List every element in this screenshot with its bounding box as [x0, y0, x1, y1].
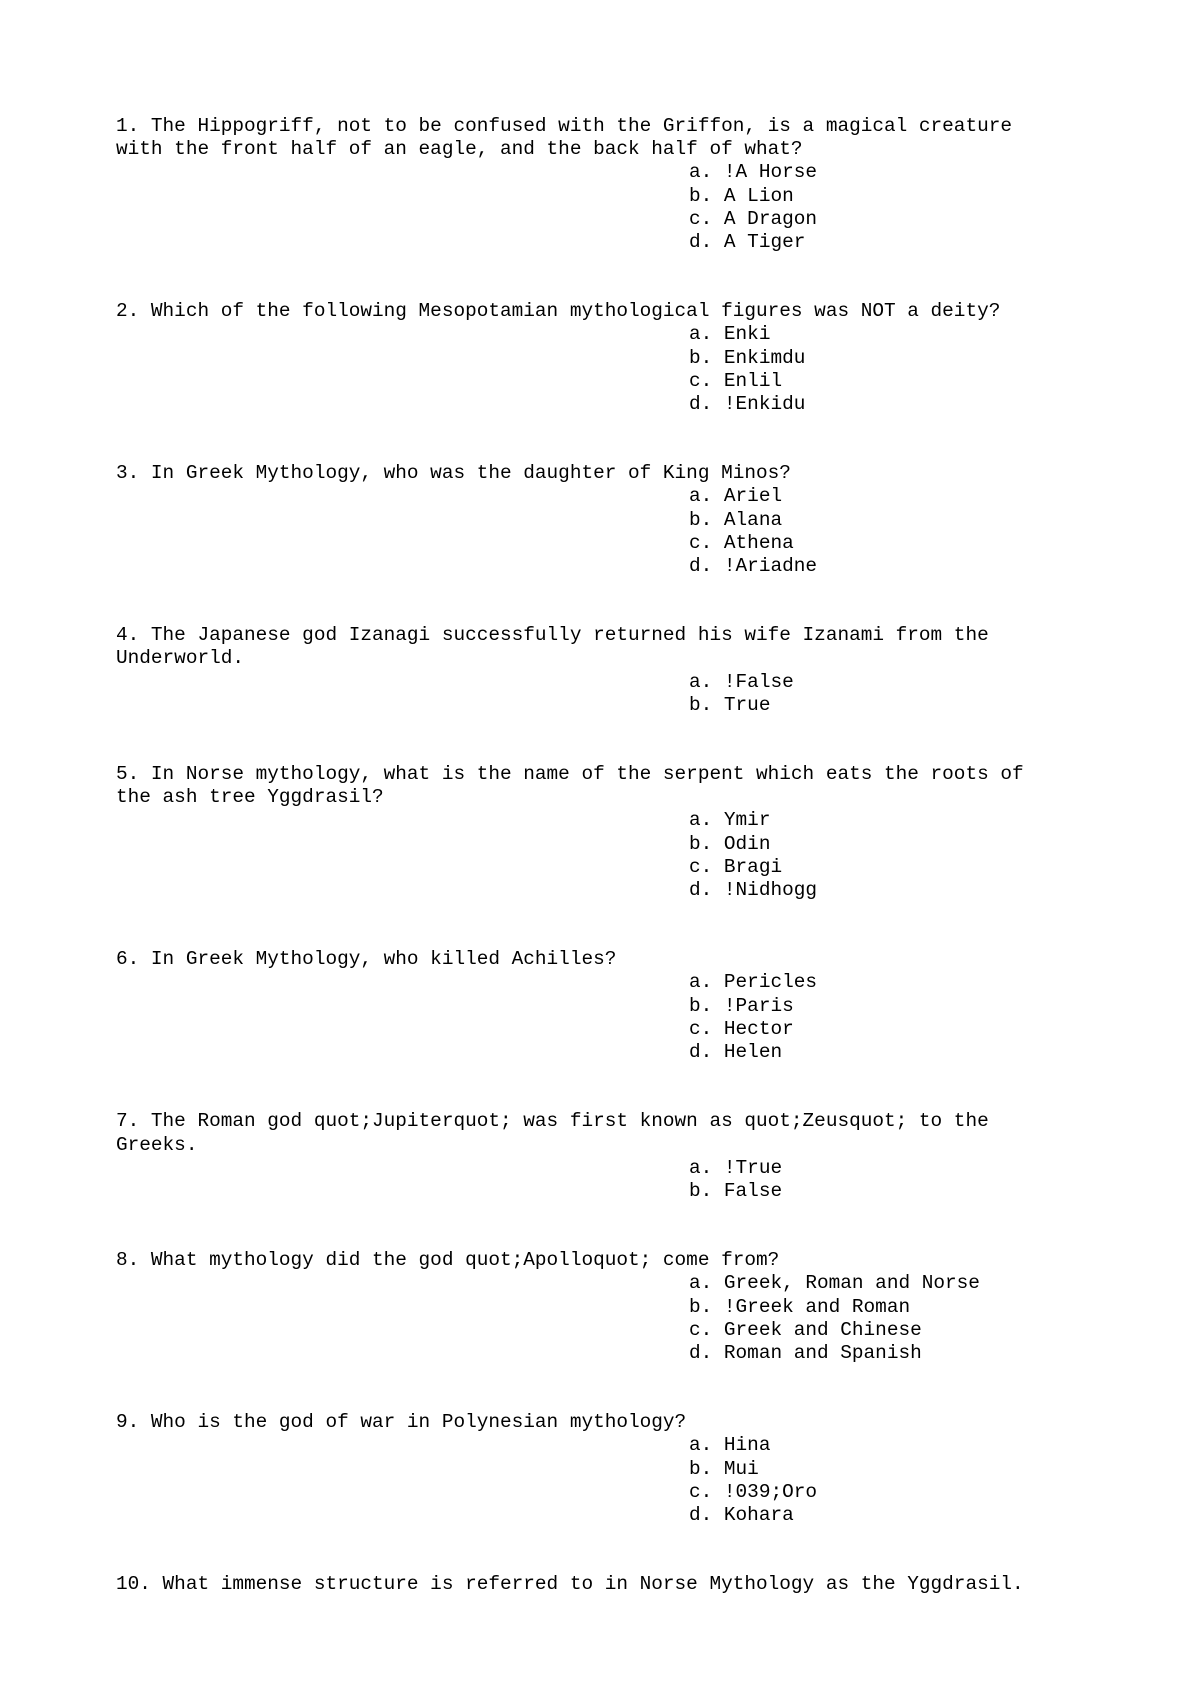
question-text: 10. What immense structure is referred to in Norse Mythology as the Yggdrasil. — [116, 1573, 1024, 1596]
answer-option-d: d. Roman and Spanish — [689, 1341, 922, 1364]
question-7 — [116, 1110, 1116, 1203]
answer-option-b: b. False — [689, 1179, 783, 1202]
question-text: 7. The Roman god quot;Jupiterquot; was first known as quot;Zeusquot; to the Greeks. — [116, 1110, 989, 1156]
question-text: 9. Who is the god of war in Polynesian mythology? — [116, 1411, 687, 1434]
answer-option-b: b. Mui — [689, 1457, 759, 1480]
answer-option-b: b. Enkimdu — [689, 346, 806, 369]
answer-option-a: a. Ariel — [689, 485, 783, 508]
question-4 — [116, 624, 1116, 717]
answer-options — [116, 971, 1116, 1064]
answer-option-c: c. Athena — [689, 531, 794, 554]
answer-option-a: a. Enki — [689, 323, 771, 346]
question-text: 5. In Norse mythology, what is the name of the serpent which eats the roots of the ash tree Yggdrasil? — [116, 763, 1024, 809]
answer-option-a: a. Ymir — [689, 809, 771, 832]
answer-option-c: c. !039;Oro — [689, 1480, 817, 1503]
answer-option-b: b. True — [689, 693, 771, 716]
question-5 — [116, 763, 1116, 902]
answer-option-b: b. Odin — [689, 832, 771, 855]
answer-option-d: d. A Tiger — [689, 231, 806, 254]
question-2 — [116, 300, 1116, 416]
answer-option-d: d. !Enkidu — [689, 393, 806, 416]
question-text: 3. In Greek Mythology, who was the daughter of King Minos? — [116, 462, 791, 485]
question-10 — [116, 1573, 1116, 1596]
answer-option-a: a. !True — [689, 1156, 783, 1179]
question-text: 2. Which of the following Mesopotamian mythological figures was NOT a deity? — [116, 300, 1001, 323]
answer-option-a: a. !A Horse — [689, 161, 817, 184]
answer-option-d: d. Helen — [689, 1041, 783, 1064]
answer-options — [116, 323, 1116, 416]
question-text: 6. In Greek Mythology, who killed Achilles? — [116, 948, 617, 971]
answer-option-b: b. !Paris — [689, 994, 794, 1017]
answer-option-c: c. Hector — [689, 1017, 794, 1040]
question-text: 1. The Hippogriff, not to be confused with the Griffon, is a magical creature with the front half of an eagle, and the back half of what? — [116, 115, 1012, 161]
answer-option-a: a. Greek, Roman and Norse — [689, 1272, 980, 1295]
answer-option-c: c. Enlil — [689, 369, 783, 392]
answer-option-d: d. Kohara — [689, 1503, 794, 1526]
question-1 — [116, 115, 1116, 254]
answer-options — [116, 1157, 1116, 1203]
answer-option-a: a. Hina — [689, 1434, 771, 1457]
answer-option-c: c. Greek and Chinese — [689, 1318, 922, 1341]
question-8 — [116, 1249, 1116, 1365]
question-text: 4. The Japanese god Izanagi successfully returned his wife Izanami from the Underworld. — [116, 624, 989, 670]
answer-option-a: a. Pericles — [689, 971, 817, 994]
question-text: 8. What mythology did the god quot;Apolloquot; come from? — [116, 1249, 780, 1272]
answer-options — [116, 1434, 1116, 1527]
answer-option-d: d. !Nidhogg — [689, 879, 817, 902]
answer-option-c: c. Bragi — [689, 855, 783, 878]
question-6 — [116, 948, 1116, 1064]
answer-option-b: b. !Greek and Roman — [689, 1295, 911, 1318]
answer-option-c: c. A Dragon — [689, 207, 817, 230]
answer-options — [116, 671, 1116, 717]
answer-option-b: b. A Lion — [689, 184, 794, 207]
question-3 — [116, 462, 1116, 578]
quiz-list — [116, 115, 1116, 1642]
answer-option-b: b. Alana — [689, 508, 783, 531]
answer-options — [116, 809, 1116, 902]
answer-options — [116, 1272, 1116, 1365]
answer-options — [116, 161, 1116, 254]
answer-option-a: a. !False — [689, 670, 794, 693]
answer-option-d: d. !Ariadne — [689, 555, 817, 578]
question-9 — [116, 1411, 1116, 1527]
answer-options — [116, 485, 1116, 578]
